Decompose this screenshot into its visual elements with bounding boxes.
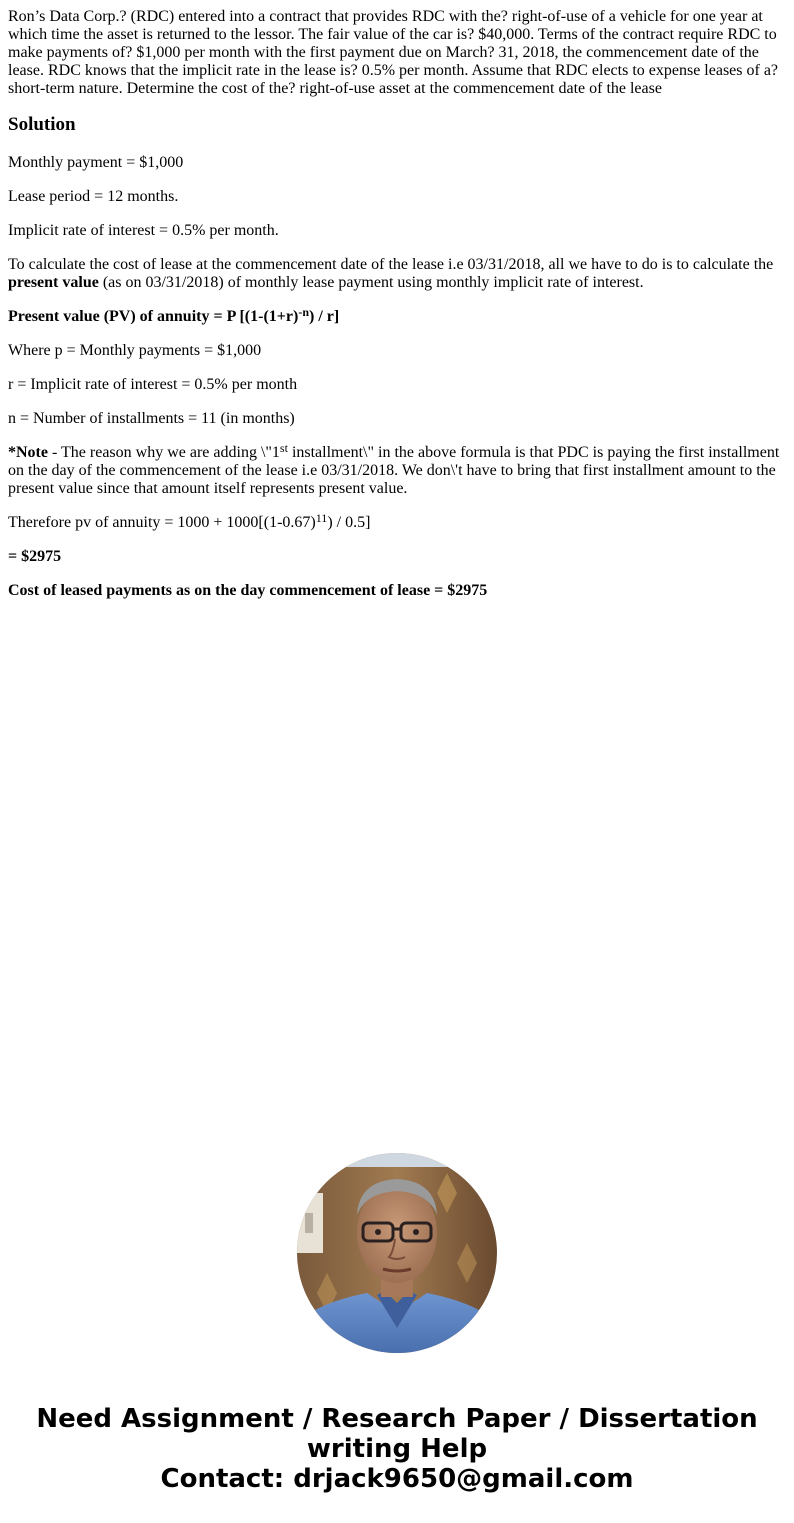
note-label: *Note — [8, 444, 48, 461]
promo-contact: Contact: drjack9650@gmail.com — [160, 1464, 634, 1494]
note-paragraph — [8, 441, 786, 498]
variable-n: n = Number of installments = 11 (in months) — [8, 410, 295, 427]
promo-line-1: Need Assignment / Research Paper / Dissertation — [36, 1404, 758, 1434]
solution-document — [8, 8, 786, 616]
promo-banner — [0, 1404, 794, 1494]
given-implicit-rate: Implicit rate of interest = 0.5% per month. — [8, 222, 279, 239]
solution-heading: Solution — [8, 114, 76, 135]
result-value: = $2975 — [8, 548, 62, 565]
calculation-exponent: 11 — [315, 511, 328, 525]
conclusion-line — [8, 582, 786, 600]
note-sup: st — [279, 441, 288, 455]
result-line — [8, 548, 786, 566]
variable-p: Where p = Monthly payments = $1,000 — [8, 342, 262, 359]
calculation-text: Therefore pv of annuity = 1000 + 1000[(1-0.67) — [8, 514, 316, 531]
promo-line-2: writing Help — [306, 1434, 488, 1464]
explanation-after: (as on 03/31/2018) of monthly lease payment using monthly implicit rate of interest. — [98, 274, 644, 291]
explanation-before: To calculate the cost of lease at the commencement date of the lease i.e 03/31/2018, all we have to do is to calculate the — [8, 256, 774, 273]
note-text-1: - The reason why we are adding \"1 — [47, 444, 280, 461]
calculation-tail: ) / 0.5] — [327, 514, 371, 531]
tutor-avatar — [297, 1153, 497, 1353]
formula-main: Present value (PV) of annuity = P [(1-(1+r) — [8, 308, 299, 325]
given-lease-period: Lease period = 12 months. — [8, 188, 179, 205]
pv-formula — [8, 305, 786, 326]
formula-tail: ) / r] — [309, 308, 340, 325]
note-text-2: installment\" in the above formula is that PDC is paying the first installment on the day of the commencement of the lease i.e 03/31/2018. We don\'t have to bring that first installment amount to the present value since that amount itself represents present value. — [8, 444, 780, 497]
explanation-bold: present value — [8, 274, 99, 291]
calculation-line — [8, 511, 786, 532]
given-monthly-payment: Monthly payment = $1,000 — [8, 154, 184, 171]
variable-r: r = Implicit rate of interest = 0.5% per month — [8, 376, 298, 393]
question-text: Ron’s Data Corp.? (RDC) entered into a contract that provides RDC with the? right-of-use of a vehicle for one year at which time the asset is returned to the lessor. The fair value of the car is? $40,000. Terms of the contract require RDC to make payments of? $1,000 per month with the first payment due on March? 31, 2018, the commencement date of the lease. RDC knows that the implicit rate in the lease is? 0.5% per month. Assume that RDC elects to expense leases of a? short-term nature. Determine the cost of the? right-of-use asset at the commencement date of the lease — [8, 8, 779, 97]
conclusion-text: Cost of leased payments as on the day commencement of lease = $2975 — [8, 582, 488, 599]
explanation-paragraph — [8, 256, 786, 292]
formula-exponent: -n — [298, 305, 310, 319]
